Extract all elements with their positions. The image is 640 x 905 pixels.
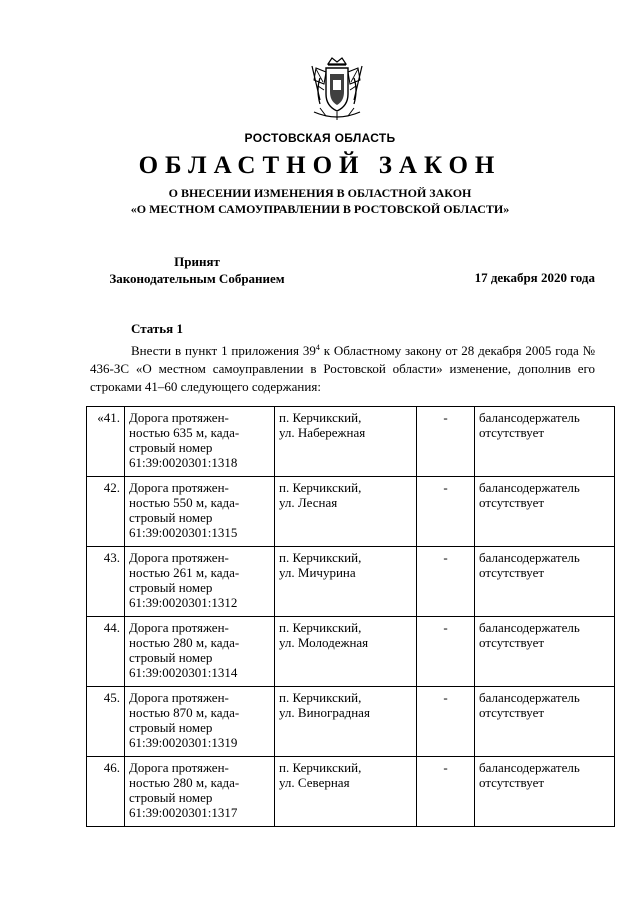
road-description-cell-line: ностью 280 м, када- [129,635,240,650]
road-description-cell-line: Дорога протяжен- [129,480,229,495]
road-description-cell-line: 61:39:0020301:1319 [129,735,238,750]
row-number-cell: 46. [87,757,125,827]
article-heading: Статья 1 [131,321,183,336]
road-value-cell: - [417,617,475,687]
road-address-cell-line: ул. Лесная [279,495,338,510]
road-owner-cell-line: отсутствует [479,775,545,790]
article-text-superscript: 4 [315,343,320,352]
region-name: РОСТОВСКАЯ ОБЛАСТЬ [244,131,396,145]
row-number-cell: 44. [87,617,125,687]
road-address-cell-line: п. Керчикский, [279,690,362,705]
road-address-cell [275,477,417,547]
road-owner-cell-line: отсутствует [479,495,545,510]
row-number-cell: «41. [87,407,125,477]
adoption-block [92,253,302,287]
road-description-cell-line: Дорога протяжен- [129,760,229,775]
road-description-cell-line: ностью 280 м, када- [129,775,240,790]
road-description-cell [125,757,275,827]
road-description-cell-line: стровый номер [129,510,213,525]
road-address-cell-line: ул. Набережная [279,425,366,440]
table-row [87,757,615,827]
coat-of-arms-emblem-icon [306,56,368,122]
road-owner-cell-line: отсутствует [479,635,545,650]
road-value-cell: - [417,477,475,547]
law-subtitle-line: О ВНЕСЕНИИ ИЗМЕНЕНИЯ В ОБЛАСТНОЙ ЗАКОН [168,186,472,200]
roads-table [86,406,615,827]
road-value-cell: - [417,407,475,477]
roads-table-body [87,407,615,827]
road-address-cell [275,617,417,687]
road-owner-cell [475,477,615,547]
road-address-cell [275,687,417,757]
road-description-cell-line: 61:39:0020301:1314 [129,665,238,680]
road-owner-cell-line: отсутствует [479,565,545,580]
road-description-cell [125,617,275,687]
road-address-cell-line: ул. Молодежная [279,635,369,650]
road-owner-cell [475,617,615,687]
table-row [87,407,615,477]
road-address-cell-line: п. Керчикский, [279,620,362,635]
road-description-cell-line: стровый номер [129,790,213,805]
table-row [87,687,615,757]
row-number-cell: 42. [87,477,125,547]
row-number-cell: 45. [87,687,125,757]
table-row [87,547,615,617]
road-owner-cell [475,757,615,827]
road-description-cell-line: 61:39:0020301:1315 [129,525,238,540]
road-owner-cell-line: отсутствует [479,705,545,720]
adoption-date: 17 декабря 2020 года [474,270,595,285]
road-owner-cell-line: балансодержатель [479,550,580,565]
adoption-line: Принят [174,254,220,269]
road-description-cell-line: Дорога протяжен- [129,550,229,565]
road-owner-cell-line: балансодержатель [479,410,580,425]
road-description-cell-line: Дорога протяжен- [129,620,229,635]
road-description-cell-line: стровый номер [129,580,213,595]
road-value-cell: - [417,687,475,757]
road-address-cell [275,757,417,827]
road-description-cell-line: 61:39:0020301:1317 [129,805,238,820]
road-address-cell-line: п. Керчикский, [279,410,362,425]
road-address-cell-line: ул. Виноградная [279,705,370,720]
road-description-cell-line: стровый номер [129,440,213,455]
road-description-cell [125,687,275,757]
road-description-cell-line: ностью 261 м, када- [129,565,240,580]
road-value-cell: - [417,757,475,827]
road-address-cell-line: ул. Северная [279,775,350,790]
road-description-cell-line: стровый номер [129,650,213,665]
article-text-part: к Областному закону от 28 декабря 2005 года № 436-ЗС «О местном самоуправлении в Ростовской области» изменение, дополнив его строками 41–60 следующего содержания: [90,343,595,394]
law-title: ОБЛАСТНОЙ ЗАКОН [138,152,502,179]
road-owner-cell [475,547,615,617]
road-address-cell-line: п. Керчикский, [279,550,362,565]
road-description-cell [125,477,275,547]
road-description-cell-line: 61:39:0020301:1318 [129,455,238,470]
table-row [87,477,615,547]
table-row [87,617,615,687]
road-address-cell [275,407,417,477]
road-address-cell-line: п. Керчикский, [279,480,362,495]
road-address-cell-line: п. Керчикский, [279,760,362,775]
road-owner-cell [475,687,615,757]
road-description-cell-line: ностью 635 м, када- [129,425,240,440]
road-description-cell-line: ностью 870 м, када- [129,705,240,720]
road-owner-cell-line: балансодержатель [479,480,580,495]
road-description-cell-line: стровый номер [129,720,213,735]
article-text [90,342,595,396]
road-owner-cell [475,407,615,477]
road-value-cell: - [417,547,475,617]
road-description-cell-line: Дорога протяжен- [129,410,229,425]
road-address-cell [275,547,417,617]
road-description-cell-line: 61:39:0020301:1312 [129,595,238,610]
road-owner-cell-line: балансодержатель [479,620,580,635]
road-description-cell [125,407,275,477]
law-subtitle [0,185,640,217]
road-owner-cell-line: балансодержатель [479,760,580,775]
law-subtitle-line: «О МЕСТНОМ САМОУПРАВЛЕНИИ В РОСТОВСКОЙ ОБЛАСТИ» [130,202,510,216]
adoption-body: Законодательным Собранием [109,271,285,286]
road-owner-cell-line: балансодержатель [479,690,580,705]
road-description-cell-line: Дорога протяжен- [129,690,229,705]
road-description-cell-line: ностью 550 м, када- [129,495,240,510]
article-text-part: Внести в пункт 1 приложения 39 [131,343,316,358]
row-number-cell: 43. [87,547,125,617]
road-description-cell [125,547,275,617]
road-owner-cell-line: отсутствует [479,425,545,440]
road-address-cell-line: ул. Мичурина [279,565,356,580]
